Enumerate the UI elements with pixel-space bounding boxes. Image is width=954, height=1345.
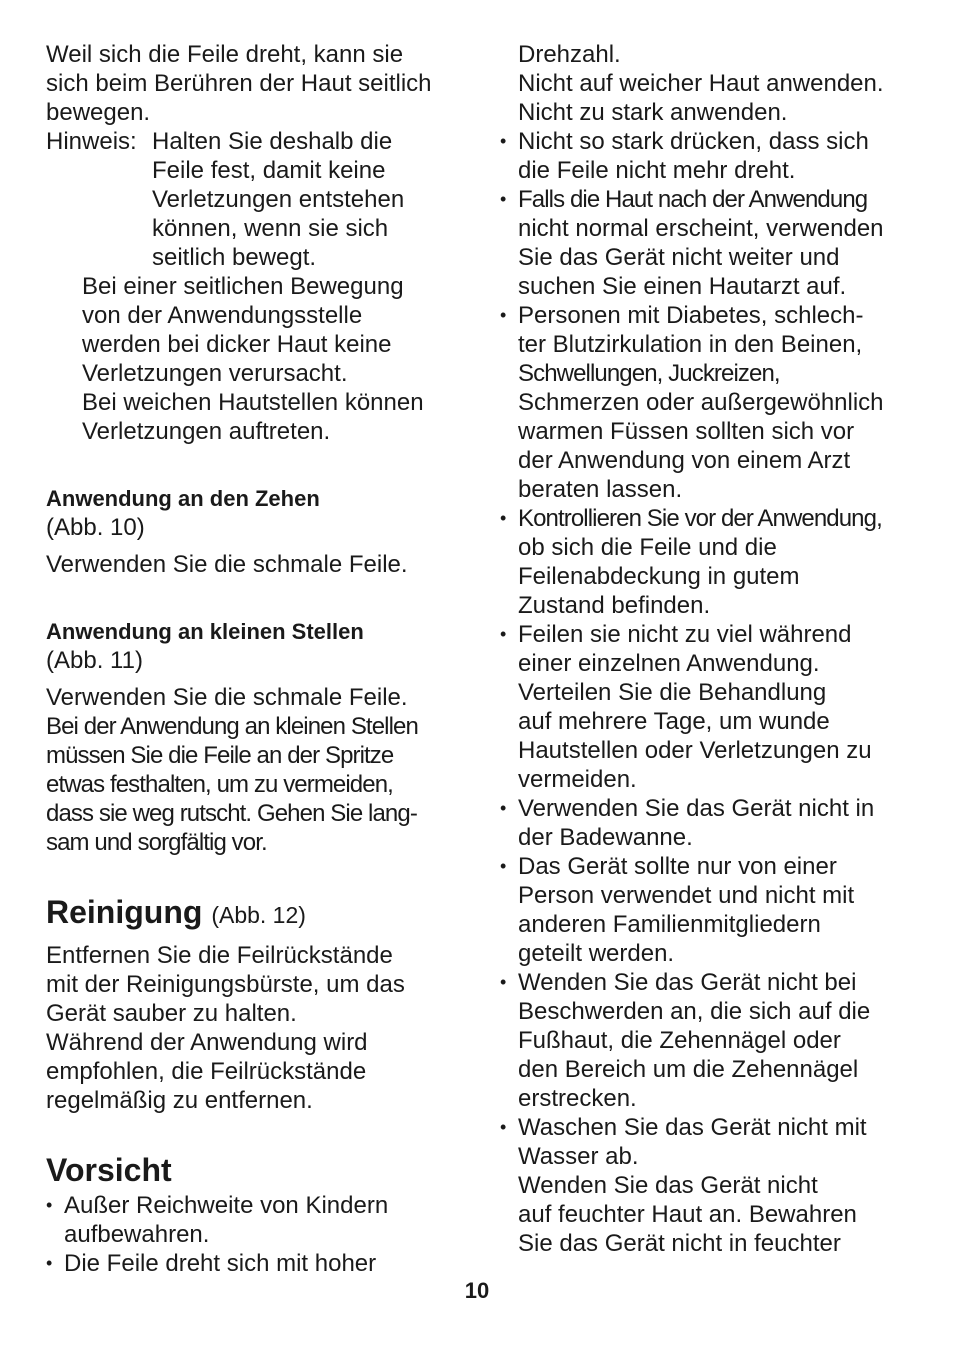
side-movement-paragraph xyxy=(46,272,461,446)
reinigung-paragraph xyxy=(46,941,461,1115)
right-column xyxy=(500,40,920,1258)
text-line: mit der Reinigungsbürste, um das xyxy=(46,971,405,998)
text-line: von der Anwendungsstelle xyxy=(82,302,363,329)
text-line: auf feuchter Haut an. Bewahren xyxy=(518,1201,857,1228)
text-line: sich beim Berühren der Haut seitlich xyxy=(46,70,432,97)
list-item xyxy=(46,1249,461,1278)
text-line: einer einzelnen Anwendung. xyxy=(518,650,820,677)
text-line: Fußhaut, die Zehennägel oder xyxy=(518,1027,841,1054)
text-line: sam und sorgfältig vor. xyxy=(46,829,267,856)
text-line: anderen Familienmitgliedern xyxy=(518,911,821,938)
stellen-figure-ref: (Abb. 11) xyxy=(46,647,143,674)
text-line: Bei einer seitlichen Bewegung xyxy=(82,273,404,300)
text-line: Hautstellen oder Verletzungen zu xyxy=(518,737,872,764)
stellen-paragraph xyxy=(46,683,461,857)
text-line: nicht normal erscheint, verwenden xyxy=(518,215,884,242)
text-line: Nicht zu stark anwenden. xyxy=(518,99,788,126)
bullet-icon: • xyxy=(500,856,507,876)
text-line: Falls die Haut nach der Anwendung xyxy=(518,186,868,213)
text-line: bewegen. xyxy=(46,99,151,126)
text-line: Bei weichen Hautstellen können xyxy=(82,389,424,416)
text-line: der Anwendung von einem Arzt xyxy=(518,447,851,474)
text-line: Während der Anwendung wird xyxy=(46,1029,368,1056)
text-line: etwas festhalten, um zu vermeiden, xyxy=(46,771,393,798)
text-line: Wenden Sie das Gerät nicht xyxy=(518,1172,818,1199)
text-line: warmen Füssen sollten sich vor xyxy=(518,418,855,445)
zehen-text: Verwenden Sie die schmale Feile. xyxy=(46,551,408,578)
list-item xyxy=(500,968,920,1113)
text-line: Gerät sauber zu halten. xyxy=(46,1000,297,1027)
bullet-icon: • xyxy=(500,189,507,209)
reinigung-figure-ref: (Abb. 12) xyxy=(211,902,306,928)
text-line: regelmäßig zu entfernen. xyxy=(46,1087,313,1114)
reinigung-heading: Reinigung xyxy=(46,894,203,930)
text-line: Das Gerät sollte nur von einer xyxy=(518,853,837,880)
text-line: vermeiden. xyxy=(518,766,637,793)
list-item xyxy=(500,504,920,620)
bullet-icon: • xyxy=(500,1117,507,1137)
hinweis-note xyxy=(46,127,461,272)
text-line: Personen mit Diabetes, schlech- xyxy=(518,302,864,329)
text-line: ter Blutzirkulation in den Beinen, xyxy=(518,331,863,358)
text-line: Feilen sie nicht zu viel während xyxy=(518,621,852,648)
bullet-icon: • xyxy=(46,1253,53,1273)
text-line: können, wenn sie sich xyxy=(152,215,389,242)
text-line: Schwellungen, Juckreizen, xyxy=(518,360,780,387)
text-line: suchen Sie einen Hautarzt auf. xyxy=(518,273,847,300)
text-line: der Badewanne. xyxy=(518,824,693,851)
text-line: Sie das Gerät nicht in feuchter xyxy=(518,1230,841,1257)
text-line: empfohlen, die Feilrückstände xyxy=(46,1058,367,1085)
text-line: werden bei dicker Haut keine xyxy=(82,331,392,358)
bullet-icon: • xyxy=(500,624,507,644)
text-line: Nicht so stark drücken, dass sich xyxy=(518,128,869,155)
text-line: Feile fest, damit keine xyxy=(152,157,386,184)
text-line: müssen Sie die Feile an der Spritze xyxy=(46,742,394,769)
list-item xyxy=(500,185,920,301)
left-column xyxy=(46,40,461,1278)
text-line: Verletzungen auftreten. xyxy=(82,418,331,445)
stellen-heading: Anwendung an kleinen Stellen xyxy=(46,619,364,644)
text-line: die Feile nicht mehr dreht. xyxy=(518,157,796,184)
continued-text xyxy=(500,40,920,127)
zehen-heading: Anwendung an den Zehen xyxy=(46,486,320,511)
text-line: Halten Sie deshalb die xyxy=(152,128,393,155)
text-line: dass sie weg rutscht. Gehen Sie lang- xyxy=(46,800,417,827)
list-item xyxy=(500,1113,920,1258)
list-item xyxy=(500,794,920,852)
bullet-icon: • xyxy=(500,131,507,151)
text-line: ob sich die Feile und die xyxy=(518,534,777,561)
text-line: Wenden Sie das Gerät nicht bei xyxy=(518,969,857,996)
text-line: Nicht auf weicher Haut anwenden. xyxy=(518,70,884,97)
text-line: Bei der Anwendung an kleinen Stellen xyxy=(46,713,418,740)
text-line: Entfernen Sie die Feilrückstände xyxy=(46,942,393,969)
text-line: auf mehrere Tage, um wunde xyxy=(518,708,830,735)
text-line: Sie das Gerät nicht weiter und xyxy=(518,244,840,271)
text-line: Verteilen Sie die Behandlung xyxy=(518,679,827,706)
text-line: Drehzahl. xyxy=(518,41,621,68)
list-item xyxy=(46,1191,461,1249)
zehen-figure-ref: (Abb. 10) xyxy=(46,514,145,541)
hinweis-label: Hinweis: xyxy=(46,128,137,155)
list-item xyxy=(500,852,920,968)
text-line: Zustand befinden. xyxy=(518,592,711,619)
text-line: geteilt werden. xyxy=(518,940,675,967)
bullet-icon: • xyxy=(500,972,507,992)
list-item xyxy=(500,620,920,794)
text-line: erstrecken. xyxy=(518,1085,637,1112)
hinweis-text xyxy=(152,127,461,272)
list-item xyxy=(500,301,920,504)
text-line: Außer Reichweite von Kindern xyxy=(64,1192,389,1219)
reinigung-section-heading xyxy=(46,891,461,933)
text-line: Waschen Sie das Gerät nicht mit xyxy=(518,1114,867,1141)
text-line: Feilenabdeckung in gutem xyxy=(518,563,800,590)
bullet-icon: • xyxy=(500,305,507,325)
page-number: 10 xyxy=(464,1278,490,1303)
intro-paragraph xyxy=(46,40,461,127)
text-line: Beschwerden an, die sich auf die xyxy=(518,998,871,1025)
text-line: Verletzungen entstehen xyxy=(152,186,405,213)
text-line: den Bereich um die Zehennägel xyxy=(518,1056,859,1083)
text-line: Wasser ab. xyxy=(518,1143,639,1170)
text-line: Schmerzen oder außergewöhnlich xyxy=(518,389,884,416)
text-line: seitlich bewegt. xyxy=(152,244,317,271)
text-line: Die Feile dreht sich mit hoher xyxy=(64,1250,377,1277)
text-line: Verwenden Sie die schmale Feile. xyxy=(46,684,408,711)
text-line: Kontrollieren Sie vor der Anwendung, xyxy=(518,505,882,532)
bullet-icon: • xyxy=(46,1195,53,1215)
text-line: beraten lassen. xyxy=(518,476,683,503)
bullet-icon: • xyxy=(500,508,507,528)
vorsicht-heading: Vorsicht xyxy=(46,1152,172,1188)
caution-list xyxy=(500,127,920,1258)
list-item xyxy=(500,127,920,185)
text-line: Weil sich die Feile dreht, kann sie xyxy=(46,41,404,68)
text-line: Verletzungen verursacht. xyxy=(82,360,348,387)
text-line: aufbewahren. xyxy=(64,1221,210,1248)
bullet-icon: • xyxy=(500,798,507,818)
text-line: Verwenden Sie das Gerät nicht in xyxy=(518,795,875,822)
text-line: Person verwendet und nicht mit xyxy=(518,882,855,909)
